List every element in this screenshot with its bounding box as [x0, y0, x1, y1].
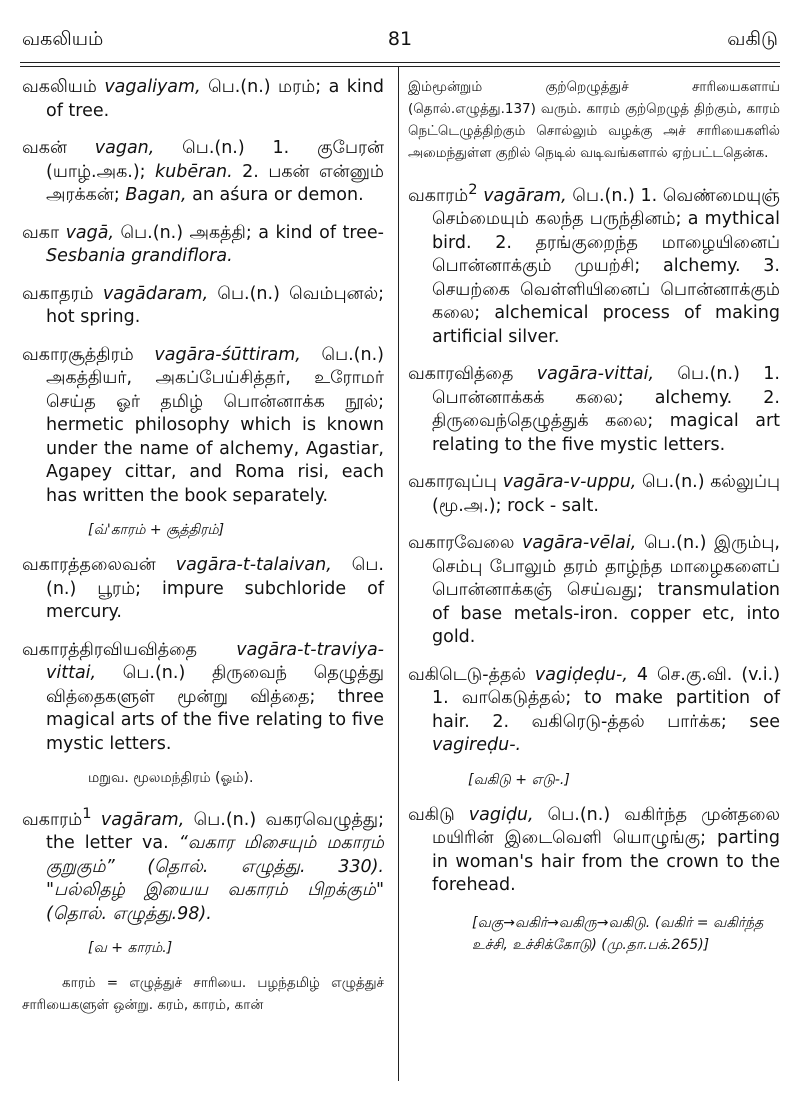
- grammar-note-continued: இம்மூன்றும் குற்றெழுத்துச் சாரியைகளாய் (தொல்.எழுத்து.137) வரும். காரம் குற்றெழுத் திற்கும், காரம் நெட்டெழுத்திற்கும் சொல்லும் வழக்கு அச் சாரியைகளில் அமைந்துள்ள குறில் நெடில் வடிவங்களால் ஏற்பட்டதென்க.: [408, 79, 780, 161]
- transliteration: vagāra-vittai,: [536, 364, 655, 385]
- column-divider: [398, 66, 399, 1081]
- dictionary-entry: [408, 363, 780, 457]
- dictionary-entry: [22, 222, 384, 269]
- homonym-number: 1: [82, 805, 92, 822]
- grammar-note: காரம் = எழுத்துச் சாரியை. பழந்தமிழ் எழுத்துச் சாரியைகளுள் ஒன்று. கரம், காரம், கான்: [22, 975, 384, 1014]
- transliteration: vagāram,: [483, 185, 567, 206]
- headword: வகாரம்: [22, 809, 83, 830]
- right-column: [408, 76, 780, 956]
- transliteration: vagā,: [65, 222, 115, 243]
- headword: வகாரத்திரவியவித்தை: [22, 639, 198, 660]
- dictionary-entry: [22, 554, 384, 625]
- definition-italic: vagireḍu-.: [432, 735, 522, 756]
- dictionary-entry: [22, 137, 384, 208]
- etymology-note: [வகிடு + எடு-.]: [468, 771, 570, 788]
- definition-italic: Sesbania grandiflora.: [46, 246, 233, 266]
- definition-italic: kubēran.: [155, 161, 233, 182]
- transliteration: vagāra-vēlai,: [522, 533, 637, 554]
- transliteration: vagāra-v-uppu,: [502, 472, 637, 493]
- definition: 4 செ.கு.வி. (v.i.) 1. வாகெடுத்தல்; to make partition of hair. 2. வகிரெடு-த்தல் பார்க்க; see: [432, 664, 780, 732]
- transliteration: vagāram,: [100, 809, 185, 830]
- dictionary-entry: [22, 639, 384, 757]
- definition: பெ.(n.) 1. பொன்னாக்கக் கலை; alchemy. 2. திருவைந்தெழுத்துக் கலை; magical art relating to the five mystic letters.: [432, 364, 780, 455]
- headword: வகாரவுப்பு: [408, 472, 497, 493]
- dictionary-entry: [22, 344, 384, 509]
- dictionary-entry: [22, 76, 384, 123]
- dictionary-entry: [408, 804, 780, 898]
- definition: பெ.(n.) இரும்பு, செம்பு போலும் தரம் தாழ்ந்த மாழைகளைப் பொன்னாக்கஞ் செய்வது; transmulation of base metals-iron. copper etc, into gold.: [432, 533, 780, 648]
- etymology-note: [வகு→வகிர்→வகிரு→வகிடு. (வகிர் = வகிர்ந்த உச்சி, உச்சிக்கோடு) (மு.தா.பக்.265)]: [472, 914, 764, 953]
- definition: an aśura or demon.: [186, 185, 364, 205]
- definition: பெ.(n.) வகரவெழுத்து; the letter va.: [46, 809, 384, 854]
- synonym-note: மறுவ. மூலமந்திரம் (ஓம்).: [88, 770, 254, 786]
- headword: வகாரம்: [408, 185, 469, 206]
- headword: வகாரசூத்திரம்: [22, 344, 134, 365]
- headword: வகாரவித்தை: [408, 364, 514, 385]
- headword: வகிடு: [408, 804, 455, 825]
- transliteration: vagaliyam,: [104, 77, 201, 97]
- transliteration: vagāra-t-traviya-vittai,: [46, 639, 384, 683]
- headword: வகாரத்தலைவன்: [22, 555, 156, 575]
- dictionary-entry: [22, 802, 384, 926]
- definition: பெ.(n.) அகத்தியர், அகப்பேய்சித்தர், உரோமர் செய்த ஓர் தமிழ் பொன்னாக்க நூல்; hermetic philosophy which is known under the name of alchemy, Agastiar, Agapey cittar, and Roma risi, each has written the book separately.: [46, 344, 384, 506]
- headword: வகிடெடு-த்தல்: [408, 664, 526, 685]
- dictionary-entry: [408, 178, 780, 349]
- dictionary-entry: [408, 532, 780, 650]
- transliteration: vagāra-śūttiram,: [154, 344, 301, 365]
- homonym-number: 2: [468, 181, 478, 198]
- running-head-right: வகிடு: [727, 28, 778, 50]
- definition: பெ.(n.) வகிர்ந்த முன்தலை மயிரின் இடைவெளி யொழுங்கு; parting in woman's hair from the crown to the forehead.: [432, 804, 780, 896]
- left-column: [22, 76, 384, 1030]
- definition: பெ.(n.) வெம்புனல்; hot spring.: [46, 283, 384, 327]
- header-rule-double: [20, 66, 780, 67]
- definition: பெ.(n.) அகத்தி; a kind of tree-: [114, 222, 384, 243]
- definition: பெ.(n.) 1. குபேரன் (யாழ்.அக.);: [46, 138, 384, 182]
- dictionary-entry: [408, 664, 780, 758]
- headword: வகா: [22, 222, 60, 243]
- dictionary-entry: [408, 471, 780, 518]
- etymology-note: [வ்'காரம் + சூத்திரம்]: [88, 522, 225, 538]
- transliteration: vagādaram,: [102, 283, 209, 304]
- running-head-left: வகலியம்: [22, 28, 104, 50]
- page-number: 81: [387, 28, 413, 50]
- definition: பெ.(n.) 1. வெண்மையுஞ் செம்மையும் கலந்த பருந்தினம்; a mythical bird. 2. தரங்குறைந்த மாழையினைப் பொன்னாக்கும் முயற்சி; alchemy. 3. செயற்கை வெள்ளியினைப் பொன்னாக்கும் கலை; alchemical process of making artificial silver.: [432, 185, 780, 347]
- page-header: [0, 28, 800, 60]
- headword: வகாரவேலை: [408, 533, 515, 554]
- transliteration: vagan,: [94, 138, 155, 158]
- headword: வகன்: [22, 138, 67, 158]
- definition: பெ.(n.) திருவைந் தெழுத்து வித்தைகளுள் மூன்று வித்தை; three magical arts of the five relating to five mystic letters.: [46, 663, 384, 754]
- quotation: “வகார மிசையும் மகாரம் குறுகும்” (தொல். எழுத்து. 330). "பல்லிதழ் இயைய வகாரம் பிறக்கும்" (தொல். எழுத்து.98).: [46, 833, 384, 924]
- etymology-note: [வ + காரம்.]: [88, 940, 173, 957]
- transliteration: vagiḍeḍu-,: [534, 664, 628, 685]
- headword: வகாதரம்: [22, 283, 94, 304]
- transliteration: vagāra-t-talaivan,: [175, 555, 332, 575]
- definition: பெ.(n.) பூரம்; impure subchloride of mercury.: [46, 555, 384, 622]
- definition: பெ.(n.) மரம்; a kind of tree.: [46, 77, 384, 121]
- header-rule: [20, 62, 780, 63]
- headword: வகலியம்: [22, 77, 97, 97]
- definition-italic: Bagan,: [125, 185, 187, 205]
- dictionary-entry: [22, 283, 384, 330]
- definition: பெ.(n.) கல்லுப்பு (மூ.அ.); rock - salt.: [432, 472, 780, 516]
- transliteration: vagiḍu,: [468, 804, 534, 825]
- definition: 2. பகன் என்னும் அரக்கன்;: [46, 161, 384, 205]
